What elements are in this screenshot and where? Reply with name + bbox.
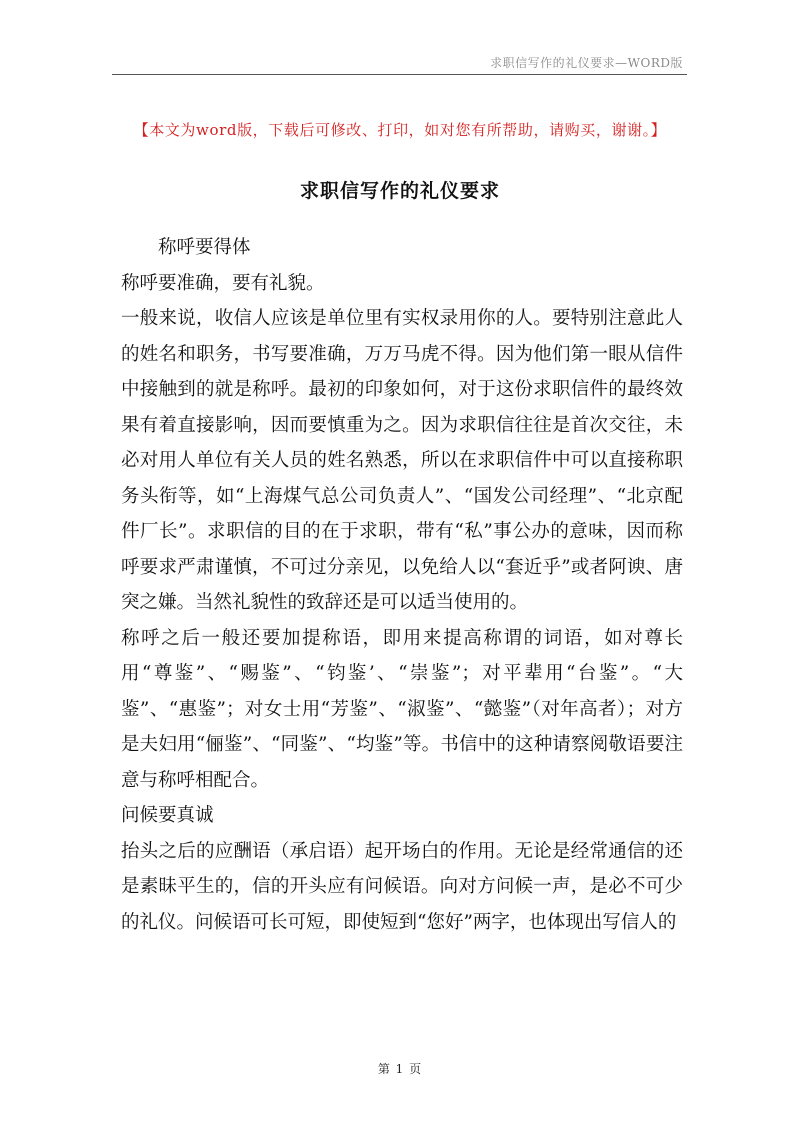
page-header [112,52,687,75]
document-body [121,230,683,940]
purchase-notice: 【本文为word版，下载后可修改、打印，如对您有所帮助，请购买，谢谢。】 [133,121,667,139]
section-heading-salutation: 称呼要得体 [158,237,251,258]
header-text: 求职信写作的礼仪要求—WORD版 [490,56,683,70]
section-heading-greeting: 问候要真诚 [121,805,214,826]
page-number: 第 1 页 [377,1062,423,1076]
paragraph: 称呼要准确，要有礼貌。 [121,272,325,294]
paragraph: 抬头之后的应酬语（承启语）起开场白的作用。无论是经常通信的还是素昧平生的，信的开头应有问候语。向对方问候一声，是必不可少的礼仪。问候语可长可短，即使短到“您好”两字，也体现出写信人的 [121,840,683,933]
paragraph: 称呼之后一般还要加提称语，即用来提高称谓的词语，如对尊长用“尊鉴”、“赐鉴”、“钧鉴’、“崇鉴”；对平辈用“台鉴”。“大鉴”、“惠鉴”；对女士用“芳鉴”、“淑鉴”、“懿鉴”（对年高者）；对方是夫妇用“俪鉴”、“同鉴”、“均鉴”等。书信中的这种请察阅敬语要注意与称呼相配合。 [121,627,683,791]
paragraph: 一般来说，收信人应该是单位里有实权录用你的人。要特别注意此人的姓名和职务，书写要准确，万万马虎不得。因为他们第一眼从信件中接触到的就是称呼。最初的印象如何，对于这份求职信件的最终效果有着直接影响，因而要慎重为之。因为求职信往往是首次交往，未必对用人单位有关人员的姓名熟悉，所以在求职信件中可以直接称职务头衔等，如“上海煤气总公司负责人”、“国发公司经理”、“北京配件厂长”。求职信的目的在于求职，带有“私”事公办的意味，因而称呼要求严肃谨慎，不可过分亲见，以免给人以“套近乎”或者阿谀、唐突之嫌。当然礼貌性的致辞还是可以适当使用的。 [121,308,683,613]
document-title: 求职信写作的礼仪要求 [299,180,500,202]
